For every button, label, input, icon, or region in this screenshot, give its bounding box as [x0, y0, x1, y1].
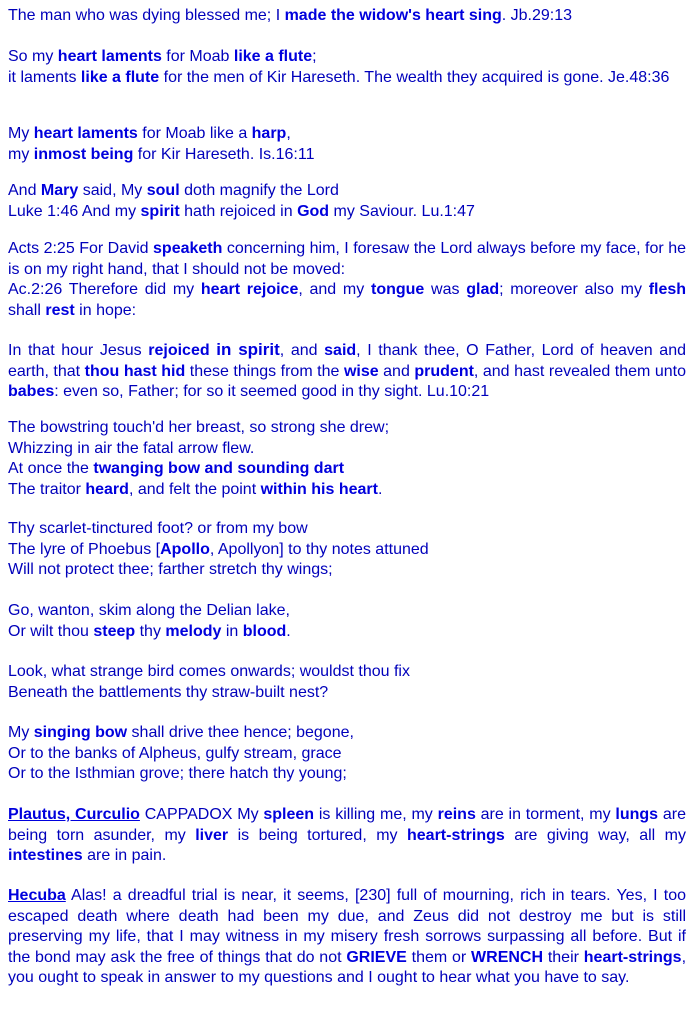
text-run: doth magnify the Lord [179, 182, 339, 199]
text-run: , I thank thee, O Father, Lord of heaven and earth, that [8, 342, 686, 380]
text-run: The lyre of Phoebus [ [8, 540, 161, 558]
emphasis: melody [165, 622, 222, 640]
poem-stanza-delian [8, 601, 686, 642]
poem-stanza-bowstring [8, 418, 686, 500]
paragraph-jeremiah [8, 47, 686, 88]
text-run: is being tortured, my [228, 826, 407, 844]
emphasis: in spirit [216, 340, 280, 359]
text-run: , you ought to speak in answer to my questions and I ought to hear what you have to say. [8, 948, 687, 986]
text-run: My [8, 125, 34, 142]
text-run: , and felt the point [128, 480, 261, 498]
text-run: ; [312, 48, 317, 65]
text-run: ; moreover also my [499, 281, 649, 298]
text-run: Luke 1:46 And my [8, 202, 141, 220]
emphasis: steep [93, 622, 136, 640]
text-run: : even so, Father; for so it seemed good in thy sight. Lu.10:21 [54, 383, 490, 400]
poem-line: Or to the Isthmian grove; there hatch thy young; [8, 765, 347, 782]
poem-line [8, 622, 686, 643]
emphasis: glad [466, 281, 500, 298]
text-run: are being torn asunder, my [8, 806, 686, 844]
paragraph-luke-10 [8, 340, 686, 403]
poem-line [8, 480, 686, 501]
text-block [8, 280, 686, 321]
emphasis: like a flute [233, 48, 313, 65]
emphasis: lungs [615, 806, 659, 823]
text-line [8, 124, 686, 145]
text-run: In that hour Jesus [8, 342, 149, 359]
text-line [8, 181, 686, 202]
text-run: for Moab [161, 48, 234, 65]
text-run: are giving way, all my [504, 826, 687, 844]
emphasis: within his heart [260, 480, 378, 498]
text-run: The traitor [8, 480, 86, 498]
text-run: for the men of Kir Hareseth. The wealth they acquired is gone. Je.48:36 [159, 68, 670, 86]
emphasis: singing bow [33, 724, 128, 741]
emphasis: flesh [648, 281, 687, 298]
text-run: , and my [298, 281, 371, 298]
text-line [8, 202, 686, 223]
emphasis: blood [242, 622, 287, 640]
emphasis: said [324, 342, 357, 359]
emphasis: soul [146, 182, 180, 199]
poem-line [8, 540, 686, 561]
emphasis: thou hast hid [84, 362, 186, 380]
paragraph-job [8, 6, 686, 27]
emphasis: reins [437, 806, 476, 823]
emphasis: spirit [140, 202, 180, 220]
paragraph-hecuba [8, 886, 686, 989]
emphasis: liver [195, 826, 229, 844]
poem-line: Whizzing in air the fatal arrow flew. [8, 439, 255, 457]
emphasis: WRENCH [471, 948, 544, 966]
poem-line: Look, what strange bird comes onwards; wouldst thou fix [8, 663, 410, 680]
emphasis: heart laments [33, 125, 138, 142]
text-run: , [286, 125, 291, 142]
text-run: and [378, 362, 415, 380]
text-run: are in torment, my [475, 806, 616, 823]
text-run: are in pain. [82, 847, 167, 864]
text-run: . [286, 622, 291, 640]
text-run: Alas! a dreadful trial is near, it seems, [230] full of mourning, rich in tears. Yes, I too escaped death where death had been my due, and Zeus did not destroy me but is still preserving my life, that I may witness in my misery fresh sorrows surpassing all before. But if the bond may ask the free of things that do not [8, 887, 686, 966]
poem-stanza-singing-bow [8, 723, 686, 785]
text-run: shall [8, 301, 46, 319]
text-run: these things from the [185, 362, 344, 380]
text-run: in hope: [74, 301, 137, 319]
poem-line: Thy scarlet-tinctured foot? or from my bow [8, 520, 308, 537]
emphasis: Mary [40, 182, 79, 199]
text-line [8, 6, 686, 27]
emphasis: made the widow's heart sing [284, 7, 502, 24]
emphasis: heart rejoice [200, 281, 299, 298]
emphasis: spleen [263, 806, 315, 823]
text-run: was [424, 281, 467, 298]
emphasis: rest [45, 301, 75, 319]
emphasis: heart-strings [407, 826, 505, 844]
text-run: their [543, 948, 584, 966]
text-run: , and [279, 342, 325, 359]
emphasis: heard [85, 480, 129, 498]
text-run: my [8, 145, 34, 163]
poem-line: The bowstring touch'd her breast, so strong she drew; [8, 419, 390, 436]
text-run: said, My [78, 182, 147, 199]
text-line [8, 47, 686, 68]
hecuba-link[interactable]: Hecuba [8, 887, 66, 904]
paragraph-acts [8, 239, 686, 321]
poem-line: Or to the banks of Alpheus, gulfy stream, grace [8, 744, 342, 762]
paragraph-isaiah [8, 124, 686, 165]
emphasis: like a flute [80, 68, 160, 86]
text-run: them or [406, 948, 472, 966]
emphasis: babes [8, 383, 55, 400]
text-run: for Moab like a [137, 125, 252, 142]
plautus-curculio-link[interactable]: Plautus, Curculio [8, 806, 140, 823]
emphasis: prudent [414, 362, 474, 380]
text-line [8, 145, 686, 166]
emphasis: heart laments [57, 48, 162, 65]
poem-line: Will not protect thee; farther stretch thy wings; [8, 561, 333, 578]
text-run: At once the [8, 460, 94, 477]
poem-line [8, 459, 686, 480]
text-run: CAPPADOX My [139, 806, 264, 823]
paragraph-plautus [8, 805, 686, 867]
text-run: , and hast revealed them unto [473, 362, 686, 380]
emphasis: God [297, 202, 330, 220]
emphasis: inmost being [33, 145, 134, 163]
text-run: Acts 2:25 For David [8, 240, 154, 257]
poem-line: Go, wanton, skim along the Delian lake, [8, 602, 290, 619]
text-run: concerning him, I foresaw the Lord always before my face, for he is on my right hand, that I should not be moved: [8, 240, 686, 278]
text-run: Or wilt thou [8, 622, 94, 640]
text-run: my Saviour. Lu.1:47 [329, 202, 475, 220]
text-run: . Jb.29:13 [501, 7, 573, 24]
poem-line: Beneath the battlements thy straw-built nest? [8, 683, 329, 701]
text-run: , Apollyon] to thy notes attuned [209, 540, 429, 558]
emphasis: Apollo [160, 540, 210, 558]
text-run: thy [135, 622, 166, 640]
text-run: is killing me, my [314, 806, 438, 823]
emphasis: harp [251, 125, 287, 142]
text-run: for Kir Hareseth. Is.16:11 [133, 145, 315, 163]
emphasis: speaketh [153, 240, 223, 257]
poem-line [8, 723, 686, 744]
emphasis: intestines [8, 847, 83, 864]
text-run: it laments [8, 68, 81, 86]
text-run: hath rejoiced in [179, 202, 298, 220]
paragraph-luke-1 [8, 181, 686, 222]
emphasis: tongue [370, 281, 425, 298]
emphasis: rejoiced [148, 342, 210, 359]
text-run: shall drive thee hence; begone, [127, 724, 354, 741]
text-block [8, 239, 686, 280]
poem-stanza-bird [8, 662, 686, 703]
emphasis: wise [343, 362, 379, 380]
emphasis: twanging bow and sounding dart [93, 460, 345, 477]
text-run: Ac.2:26 Therefore did my [8, 281, 201, 298]
text-run: . [377, 480, 383, 498]
emphasis: heart-strings [583, 948, 682, 966]
text-run: in [221, 622, 243, 640]
text-run: The man who was dying blessed me; I [8, 7, 285, 24]
emphasis: GRIEVE [346, 948, 407, 966]
text-run: And [8, 182, 41, 199]
text-run: So my [8, 48, 58, 65]
poem-stanza-scarlet [8, 519, 686, 581]
text-run: My [8, 724, 34, 741]
